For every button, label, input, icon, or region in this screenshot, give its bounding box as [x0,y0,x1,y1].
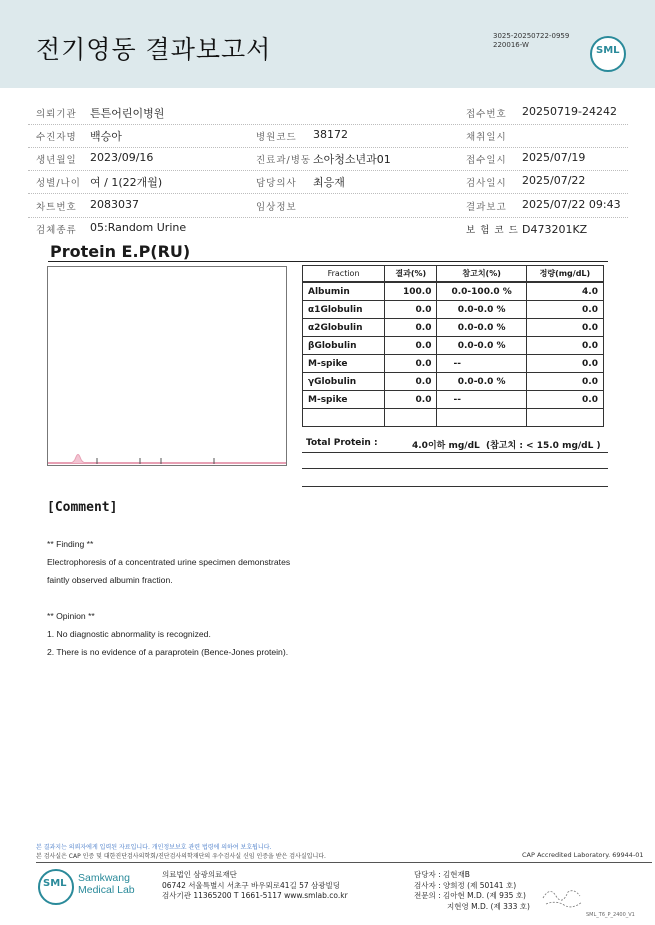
lab-address-line: 06742 서울특별시 서초구 바우뫼로41길 57 삼광빌딩 [162,880,341,890]
fraction-name: γGlobulin [303,373,385,391]
clinical-label: 임상정보 [256,202,297,213]
lab-address [162,870,348,902]
fraction-name: α2Globulin [303,319,385,337]
staff-line: 검사자 : 양희정 (제 50141 호) [414,880,517,890]
fraction-reference: 0.0-0.0 % [437,337,526,355]
total-rule [302,452,608,453]
total-protein-label: Total Protein : [306,438,378,448]
section-divider [48,261,608,262]
doctor-label: 담당의사 [256,178,297,189]
fraction-name: α1Globulin [303,301,385,319]
sex-age-label: 성별/나이 [36,178,81,189]
cap-accreditation: CAP Accredited Laboratory. 69944-01 [522,851,644,859]
fraction-reference: 0.0-100.0 % [437,282,526,301]
table-row [303,337,604,355]
requester-value: 튼튼어린이병원 [90,107,165,120]
info-row-specimen [28,217,628,240]
col-result: 결과(%) [385,266,437,283]
info-row-requester [28,101,628,125]
hospital-code-label: 병원코드 [256,132,297,143]
table-row [303,301,604,319]
opinion-line: 1. No diagnostic abnormality is recognized. [47,629,211,639]
specimen-value: 05:Random Urine [90,221,187,234]
fraction-quantity: 0.0 [526,373,603,391]
footer-privacy-note: 본 결과지는 의뢰자에게 입력된 자료입니다. 개인정보보호 관련 법령에 의하여 보호됩니다. [36,844,272,851]
albumin-peak [70,455,86,464]
received-value: 2025/07/19 [522,151,586,164]
fraction-name: M-spike [303,391,385,409]
fraction-reference: -- [437,355,526,373]
total-rule [302,486,608,487]
table-row [303,282,604,301]
form-code: SML_T6_P_2400_V1 [586,912,635,918]
requester-label: 의뢰기관 [36,109,77,120]
fraction-reference: 0.0-0.0 % [437,373,526,391]
fraction-result: 0.0 [385,301,437,319]
insurance-label: 보 험 코 드 [466,225,519,236]
tested-value: 2025/07/22 [522,174,586,187]
collected-label: 채취일시 [466,132,507,143]
empty-cell [526,409,603,427]
table-row-empty [303,409,604,427]
col-quantity: 정량(mg/dL) [526,266,603,283]
empty-cell [437,409,526,427]
document-id [493,32,569,50]
patient-value: 백승아 [90,130,122,143]
fraction-quantity: 4.0 [526,282,603,301]
dob-label: 생년월일 [36,155,77,166]
lab-address-line: 검사기관 11365200 T 1661-5117 www.smlab.co.kr [162,891,348,900]
finding-line: faintly observed albumin fraction. [47,575,173,585]
staff-line: 전문의 : 김아현 M.D. (제 935 호) [414,891,526,900]
fraction-quantity: 0.0 [526,301,603,319]
fraction-result: 100.0 [385,282,437,301]
chart-no-label: 차트번호 [36,202,77,213]
fraction-reference: 0.0-0.0 % [437,301,526,319]
insurance-value: D473201KZ [522,223,588,236]
footer-divider [36,862,652,863]
fraction-name: Albumin [303,282,385,301]
patient-label: 수진자명 [36,132,77,143]
fraction-quantity: 0.0 [526,391,603,409]
fraction-name: M-spike [303,355,385,373]
fraction-reference: -- [437,391,526,409]
info-row-patient [28,124,628,148]
fraction-result: 0.0 [385,319,437,337]
sml-footer-logo-text: SML [43,878,67,889]
specimen-label: 검체종류 [36,225,77,236]
opinion-heading: ** Opinion ** [47,611,95,621]
receipt-no-value: 20250719-24242 [522,105,617,118]
staff-list [414,870,530,912]
lab-name [78,872,135,896]
hospital-code-value: 38172 [313,128,348,141]
section-title: Protein E.P(RU) [50,242,191,261]
col-reference: 참고치(%) [437,266,526,283]
empty-cell [303,409,385,427]
info-row-sex-age [28,170,628,194]
lab-name-line1: Samkwang [78,872,130,884]
document-id-line2: 220016-W [493,41,529,49]
page-title: 전기영동 결과보고서 [36,35,272,64]
opinion-line: 2. There is no evidence of a paraprotein (Bence-Jones protein). [47,647,289,657]
table-row [303,391,604,409]
finding-heading: ** Finding ** [47,539,94,549]
electrophoresis-graph [47,266,287,466]
total-rule [302,468,608,469]
info-row-dob [28,147,628,171]
document-id-line1: 3025-20250722-0959 [493,32,570,40]
fraction-reference: 0.0-0.0 % [437,319,526,337]
footer-accreditation-note: 본 검사실은 CAP 인증 및 대한진단검사의학회/진단검사의학재단의 우수검사실 신임 인증을 받은 검사실입니다. [36,853,326,860]
dept-label: 진료과/병동 [256,155,312,166]
table-row [303,373,604,391]
table-row [303,355,604,373]
sml-logo-text: SML [596,45,620,56]
table-header-row [303,266,604,283]
received-label: 접수일시 [466,155,507,166]
electrophoresis-trace [48,267,286,465]
finding-line: Electrophoresis of a concentrated urine specimen demonstrates [47,557,291,567]
chart-no-value: 2083037 [90,198,139,211]
dob-value: 2023/09/16 [90,151,154,164]
fraction-result: 0.0 [385,355,437,373]
fraction-result: 0.0 [385,373,437,391]
tested-label: 검사일시 [466,178,507,189]
staff-line: 담당자 : 김현재B [414,870,470,879]
fraction-quantity: 0.0 [526,337,603,355]
fraction-quantity: 0.0 [526,319,603,337]
staff-line: 지현영 M.D. (제 333 호) [447,901,530,911]
fraction-name: βGlobulin [303,337,385,355]
signature-icon [540,880,586,910]
fraction-result: 0.0 [385,337,437,355]
dept-value: 소아청소년과01 [313,153,391,166]
col-fraction: Fraction [303,266,385,283]
sex-age-value: 여 / 1(22개월) [90,176,163,189]
lab-name-line2: Medical Lab [78,884,135,896]
lab-address-line: 의료법인 삼광의료재단 [162,870,237,879]
results-table [302,265,604,427]
total-protein-value: 4.0이하 mg/dL [412,441,480,451]
comment-title: [Comment] [47,500,118,515]
reported-label: 결과보고 [466,202,507,213]
info-row-chart [28,194,628,218]
receipt-no-label: 접수번호 [466,109,507,120]
fraction-quantity: 0.0 [526,355,603,373]
fraction-result: 0.0 [385,391,437,409]
doctor-value: 최응재 [313,176,345,189]
table-row [303,319,604,337]
empty-cell [385,409,437,427]
reported-value: 2025/07/22 09:43 [522,198,621,211]
total-protein-reference: (참고치 : < 15.0 mg/dL ) [486,441,601,451]
